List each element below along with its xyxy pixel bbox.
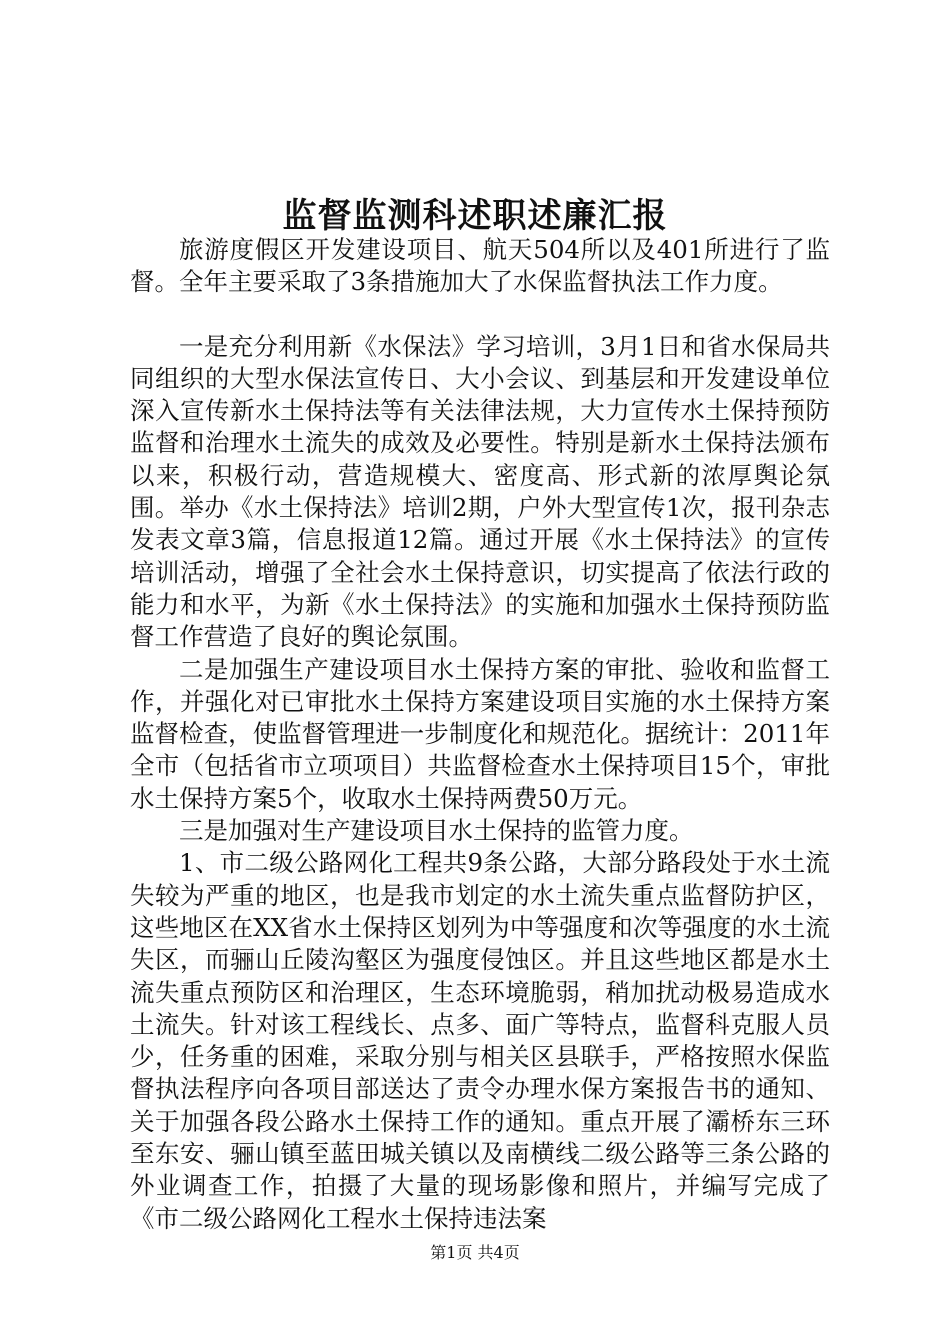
page-footer: 第1页 共4页 bbox=[430, 1243, 520, 1262]
document-body bbox=[130, 234, 830, 1235]
paragraph-item-one: 1、市二级公路网化工程共9条公路，大部分路段处于水土流失较为严重的地区，也是我市划定的水土流失重点监督防护区，这些地区在XX省水土保持区划列为中等强度和次等强度的水土流失区，而骊山丘陵沟壑区为强度侵蚀区。并且这些地区都是水土流失重点预防区和治理区，生态环境脆弱，稍加扰动极易造成水土流失。针对该工程线长、点多、面广等特点，监督科克服人员少，任务重的困难，采取分别与相关区县联手，严格按照水保监督执法程序向各项目部送达了责令办理水保方案报告书的通知、关于加强各段公路水土保持工作的通知。重点开展了灞桥东三环至东安、骊山镇至蓝田城关镇以及南横线二级公路等三条公路的外业调查工作，拍摄了大量的现场影像和照片，并编写完成了《市二级公路网化工程水土保持违法案 bbox=[130, 848, 830, 1233]
paragraph-measure-one: 一是充分利用新《水保法》学习培训，3月1日和省水保局共同组织的大型水保法宣传日、大小会议、到基层和开发建设单位深入宣传新水土保持法等有关法律法规，大力宣传水土保持预防监督和治理水土流失的成效及必要性。特别是新水土保持法颁布以来，积极行动，营造规模大、密度高、形式新的浓厚舆论氛围。举办《水土保持法》培训2期，户外大型宣传1次，报刊杂志发表文章3篇，信息报道12篇。通过开展《水土保持法》的宣传培训活动，增强了全社会水土保持意识，切实提高了依法行政的能力和水平，为新《水土保持法》的实施和加强水土保持预防监督工作营造了良好的舆论氛围。 bbox=[130, 331, 830, 652]
paragraph-intro: 旅游度假区开发建设项目、航天504所以及401所进行了监督。全年主要采取了3条措施加大了水保监督执法工作力度。 bbox=[130, 235, 830, 297]
paragraph-measure-two: 二是加强生产建设项目水土保持方案的审批、验收和监督工作，并强化对已审批水土保持方案建设项目实施的水土保持方案监督检查，使监督管理进一步制度化和规范化。据统计：2011年全市（包括省市立项项目）共监督检查水土保持项目15个，审批水土保持方案5个，收取水土保持两费50万元。 bbox=[130, 654, 830, 813]
document-title: 监督监测科述职述廉汇报 bbox=[282, 196, 668, 236]
paragraph-measure-three: 三是加强对生产建设项目水土保持的监管力度。 bbox=[179, 816, 694, 846]
